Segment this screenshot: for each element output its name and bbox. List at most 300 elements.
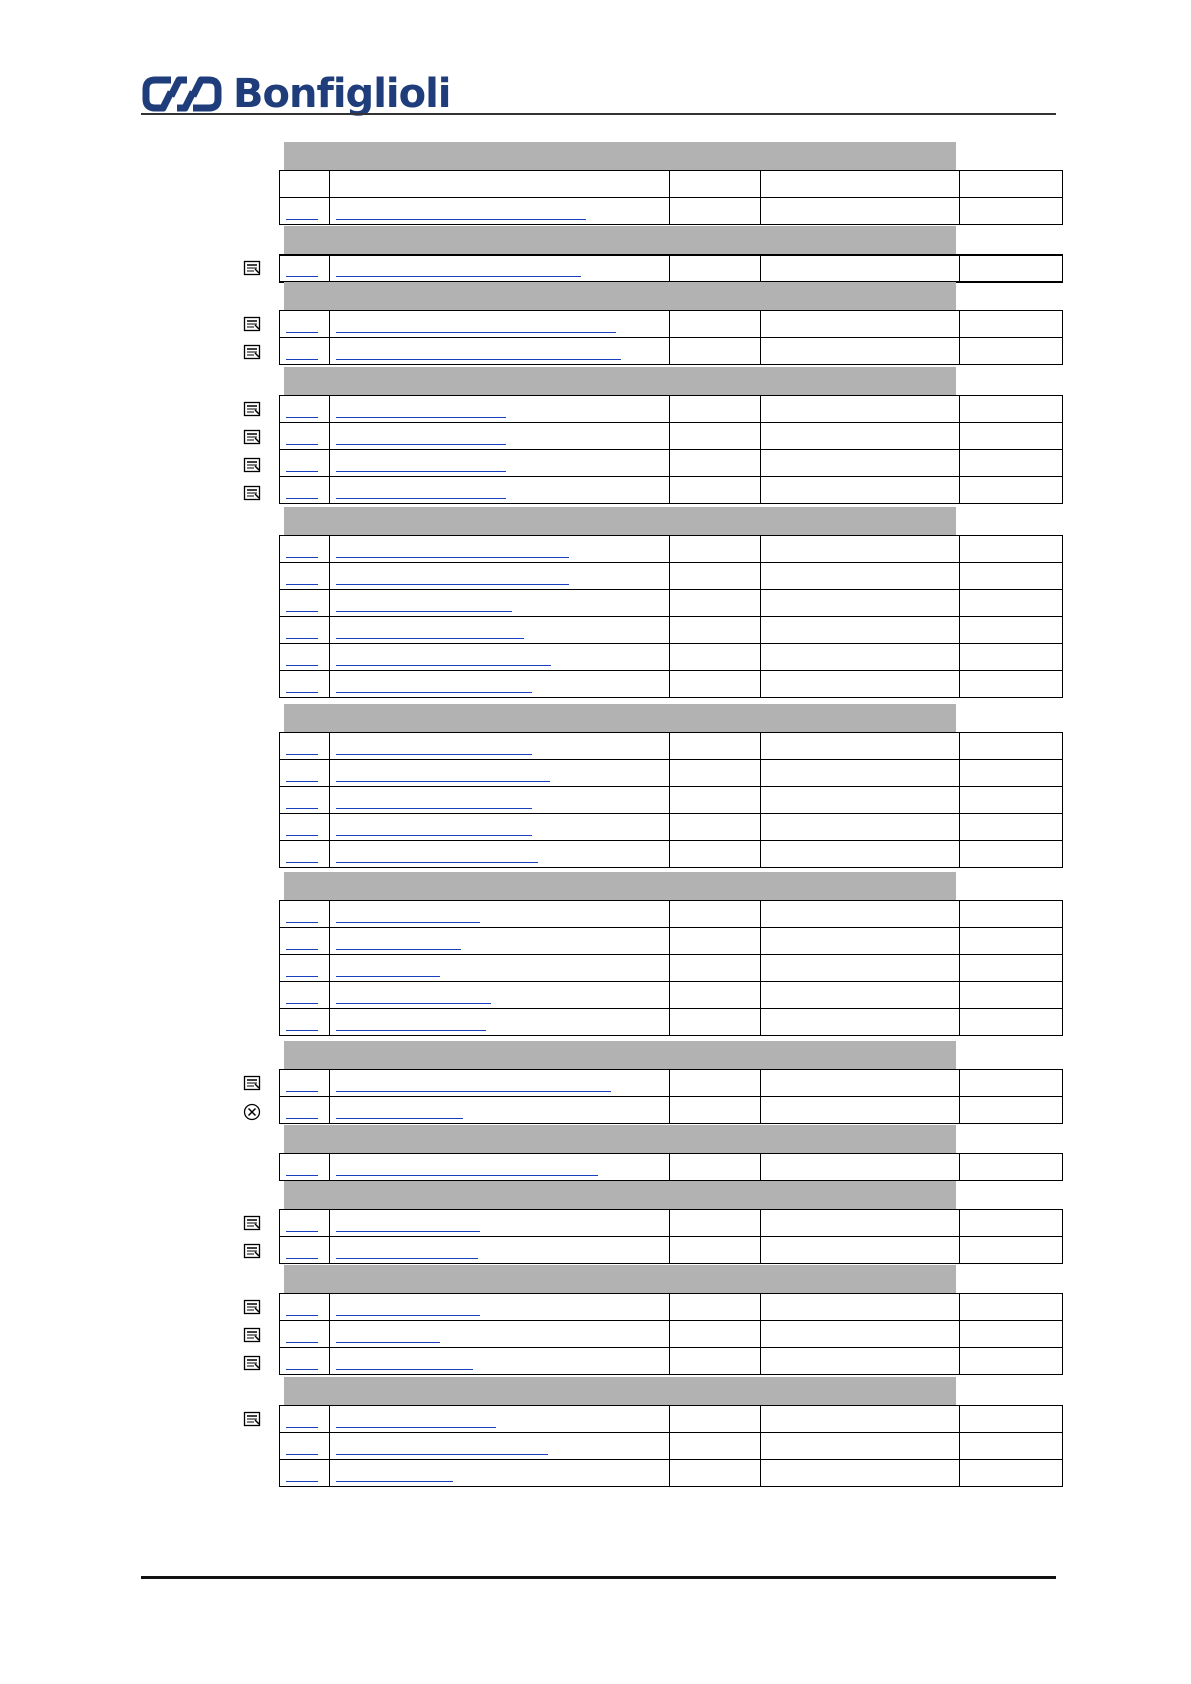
hyperlink[interactable] [336, 1175, 598, 1176]
param-unit-cell [670, 1153, 761, 1180]
param-number-cell[interactable] [280, 670, 330, 697]
param-number-cell[interactable] [280, 901, 330, 928]
hyperlink[interactable] [336, 611, 512, 612]
table-row [280, 759, 1063, 786]
param-chapter-cell [960, 1433, 1063, 1460]
param-unit-cell [670, 732, 761, 759]
param-description-cell[interactable] [330, 338, 670, 365]
param-unit-cell [670, 759, 761, 786]
param-unit-cell [670, 338, 761, 365]
hyperlink[interactable] [286, 976, 318, 977]
hyperlink[interactable] [286, 1003, 318, 1004]
param-description-cell[interactable] [330, 255, 670, 282]
table-row [280, 589, 1063, 616]
table-row [280, 1433, 1063, 1460]
group-header-bar [284, 367, 956, 395]
param-range-cell [761, 171, 960, 198]
param-number-cell[interactable] [280, 589, 330, 616]
table-row [280, 786, 1063, 813]
table-row [280, 643, 1063, 670]
param-description-cell[interactable] [330, 616, 670, 643]
param-chapter-cell [960, 1321, 1063, 1348]
hyperlink[interactable] [336, 276, 581, 277]
group-header-bar [284, 142, 956, 170]
param-number-cell[interactable] [280, 1096, 330, 1123]
param-range-cell [761, 955, 960, 982]
param-description-cell[interactable] [330, 813, 670, 840]
hyperlink[interactable] [286, 638, 318, 639]
param-number-cell[interactable] [280, 535, 330, 562]
table-row [280, 1209, 1063, 1236]
param-unit-cell [670, 589, 761, 616]
param-range-cell [761, 670, 960, 697]
param-number-cell[interactable] [280, 928, 330, 955]
param-number-cell[interactable] [280, 813, 330, 840]
edit-icon [243, 1411, 261, 1427]
param-unit-cell [670, 255, 761, 282]
hyperlink[interactable] [286, 692, 318, 693]
param-unit-cell [670, 198, 761, 225]
param-number-cell[interactable] [280, 255, 330, 282]
param-number-cell[interactable] [280, 1153, 330, 1180]
table-row [280, 1460, 1063, 1487]
param-range-cell [761, 562, 960, 589]
hyperlink[interactable] [286, 922, 318, 923]
hyperlink[interactable] [336, 1091, 611, 1092]
param-range-cell [761, 1348, 960, 1375]
param-unit-cell [670, 928, 761, 955]
param-chapter-cell [960, 422, 1063, 449]
header-rule [141, 113, 1056, 115]
param-number-cell[interactable] [280, 1348, 330, 1375]
parameter-table [279, 732, 1063, 868]
hyperlink[interactable] [286, 808, 318, 809]
param-unit-cell [670, 1294, 761, 1321]
param-description-cell[interactable] [330, 1096, 670, 1123]
edit-icon [243, 1215, 261, 1231]
hyperlink[interactable] [336, 665, 551, 666]
param-chapter-cell [960, 589, 1063, 616]
param-range-cell [761, 1406, 960, 1433]
table-row [280, 1236, 1063, 1263]
hyperlink[interactable] [336, 1315, 480, 1316]
table-row [280, 449, 1063, 476]
hyperlink[interactable] [286, 498, 318, 499]
param-number-cell[interactable] [280, 449, 330, 476]
hyperlink[interactable] [286, 754, 318, 755]
edit-icon [243, 1355, 261, 1371]
parameter-table [279, 254, 1063, 283]
param-range-cell [761, 928, 960, 955]
table-row [280, 1009, 1063, 1036]
param-unit-cell [670, 1433, 761, 1460]
param-range-cell [761, 338, 960, 365]
param-chapter-cell [960, 1236, 1063, 1263]
group-header-bar [284, 282, 956, 310]
param-range-cell [761, 759, 960, 786]
param-chapter-cell [960, 732, 1063, 759]
param-description-cell[interactable] [330, 1294, 670, 1321]
param-number-cell[interactable] [280, 732, 330, 759]
param-description-cell[interactable] [330, 476, 670, 503]
param-description-cell[interactable] [330, 535, 670, 562]
edit-icon [243, 1327, 261, 1343]
cancel-icon [243, 1103, 261, 1119]
group-header-bar [284, 872, 956, 900]
param-unit-cell [670, 982, 761, 1009]
param-unit-cell [670, 395, 761, 422]
param-unit-cell [670, 1321, 761, 1348]
param-range-cell [761, 535, 960, 562]
param-description-cell[interactable] [330, 1236, 670, 1263]
param-unit-cell [670, 562, 761, 589]
param-description-cell[interactable] [330, 395, 670, 422]
parameter-table [279, 310, 1063, 365]
param-range-cell [761, 395, 960, 422]
group-header-bar [284, 704, 956, 732]
param-description-cell[interactable] [330, 840, 670, 867]
param-unit-cell [670, 476, 761, 503]
parameter-table [279, 535, 1063, 698]
edit-icon [243, 401, 261, 417]
param-unit-cell [670, 1406, 761, 1433]
parameter-table [279, 1405, 1063, 1487]
param-number-cell[interactable] [280, 1009, 330, 1036]
param-unit-cell [670, 901, 761, 928]
hyperlink[interactable] [336, 949, 461, 950]
param-number-cell[interactable] [280, 786, 330, 813]
param-chapter-cell [960, 759, 1063, 786]
param-description-cell[interactable] [330, 422, 670, 449]
hyperlink[interactable] [336, 976, 440, 977]
hyperlink[interactable] [336, 781, 550, 782]
table-row [280, 1069, 1063, 1096]
hyperlink[interactable] [336, 1003, 491, 1004]
hyperlink[interactable] [336, 1030, 486, 1031]
parameter-table [279, 1153, 1063, 1181]
hyperlink[interactable] [336, 219, 586, 220]
hyperlink[interactable] [336, 638, 524, 639]
param-description-cell[interactable] [330, 1209, 670, 1236]
param-range-cell [761, 589, 960, 616]
table-row [280, 476, 1063, 503]
param-number-cell[interactable] [280, 562, 330, 589]
param-description-cell[interactable] [330, 1069, 670, 1096]
param-unit-cell [670, 1069, 761, 1096]
param-description-cell[interactable] [330, 589, 670, 616]
param-number-cell[interactable] [280, 311, 330, 338]
hyperlink[interactable] [336, 922, 480, 923]
param-chapter-cell [960, 198, 1063, 225]
param-chapter-cell [960, 616, 1063, 643]
param-description-cell[interactable] [330, 1009, 670, 1036]
edit-icon [243, 457, 261, 473]
param-range-cell [761, 1321, 960, 1348]
hyperlink[interactable] [336, 1481, 453, 1482]
hyperlink[interactable] [286, 1175, 318, 1176]
param-number-cell[interactable] [280, 616, 330, 643]
param-range-cell [761, 1433, 960, 1460]
param-description-cell[interactable] [330, 786, 670, 813]
brand-name: Bonfiglioli [233, 71, 451, 117]
hyperlink[interactable] [336, 557, 569, 558]
param-chapter-cell [960, 1096, 1063, 1123]
param-description-cell[interactable] [330, 732, 670, 759]
param-number-cell[interactable] [280, 1294, 330, 1321]
table-row [280, 171, 1063, 198]
hyperlink[interactable] [336, 471, 506, 472]
param-number-cell[interactable] [280, 422, 330, 449]
param-range-cell [761, 476, 960, 503]
table-row [280, 422, 1063, 449]
hyperlink[interactable] [336, 862, 538, 863]
table-row [280, 955, 1063, 982]
param-chapter-cell [960, 643, 1063, 670]
table-row [280, 562, 1063, 589]
param-unit-cell [670, 813, 761, 840]
param-number-cell[interactable] [280, 1209, 330, 1236]
param-number-cell[interactable] [280, 840, 330, 867]
param-unit-cell [670, 1348, 761, 1375]
param-range-cell [761, 643, 960, 670]
hyperlink[interactable] [336, 835, 532, 836]
table-row [280, 1096, 1063, 1123]
footer-rule [141, 1576, 1056, 1579]
hyperlink[interactable] [286, 1258, 318, 1259]
param-number-cell[interactable] [280, 395, 330, 422]
table-row [280, 395, 1063, 422]
edit-icon [243, 344, 261, 360]
hyperlink[interactable] [286, 444, 318, 445]
param-unit-cell [670, 786, 761, 813]
parameter-table [279, 1069, 1063, 1124]
bonfiglioli-emblem-icon [141, 74, 223, 114]
param-chapter-cell [960, 1406, 1063, 1433]
param-number-cell[interactable] [280, 643, 330, 670]
hyperlink[interactable] [286, 1369, 318, 1370]
param-chapter-cell [960, 1348, 1063, 1375]
hyperlink[interactable] [286, 219, 318, 220]
param-unit-cell [670, 1009, 761, 1036]
hyperlink[interactable] [286, 949, 318, 950]
hyperlink[interactable] [286, 557, 318, 558]
param-chapter-cell [960, 255, 1063, 282]
param-chapter-cell [960, 670, 1063, 697]
param-description-cell[interactable] [330, 1460, 670, 1487]
param-unit-cell [670, 670, 761, 697]
param-number-cell[interactable] [280, 198, 330, 225]
param-chapter-cell [960, 786, 1063, 813]
table-row [280, 311, 1063, 338]
table-row [280, 198, 1063, 225]
hyperlink[interactable] [336, 1258, 478, 1259]
hyperlink[interactable] [286, 471, 318, 472]
hyperlink[interactable] [336, 754, 532, 755]
param-description-cell[interactable] [330, 562, 670, 589]
brand-logo [141, 70, 451, 118]
table-row [280, 901, 1063, 928]
edit-icon [243, 1299, 261, 1315]
hyperlink[interactable] [286, 835, 318, 836]
param-chapter-cell [960, 311, 1063, 338]
param-chapter-cell [960, 1069, 1063, 1096]
param-description-cell[interactable] [330, 643, 670, 670]
param-description-cell[interactable] [330, 1153, 670, 1180]
param-number-cell[interactable] [280, 1236, 330, 1263]
param-number-cell [280, 171, 330, 198]
hyperlink[interactable] [336, 332, 616, 333]
param-description-cell[interactable] [330, 1348, 670, 1375]
hyperlink[interactable] [286, 1315, 318, 1316]
param-number-cell[interactable] [280, 1460, 330, 1487]
param-description-cell[interactable] [330, 198, 670, 225]
param-chapter-cell [960, 171, 1063, 198]
param-description-cell[interactable] [330, 982, 670, 1009]
hyperlink[interactable] [286, 781, 318, 782]
hyperlink[interactable] [336, 498, 506, 499]
parameter-table [279, 1293, 1063, 1375]
hyperlink[interactable] [336, 1118, 463, 1119]
param-number-cell[interactable] [280, 1406, 330, 1433]
param-range-cell [761, 198, 960, 225]
param-number-cell[interactable] [280, 955, 330, 982]
edit-icon [243, 260, 261, 276]
param-unit-cell [670, 616, 761, 643]
param-number-cell[interactable] [280, 338, 330, 365]
table-row [280, 732, 1063, 759]
table-row [280, 982, 1063, 1009]
hyperlink[interactable] [286, 1118, 318, 1119]
hyperlink[interactable] [336, 359, 621, 360]
hyperlink[interactable] [286, 276, 318, 277]
param-number-cell[interactable] [280, 982, 330, 1009]
hyperlink[interactable] [286, 584, 318, 585]
hyperlink[interactable] [286, 1481, 318, 1482]
param-range-cell [761, 311, 960, 338]
param-range-cell [761, 1009, 960, 1036]
hyperlink[interactable] [336, 1454, 548, 1455]
hyperlink[interactable] [336, 808, 532, 809]
param-unit-cell [670, 1460, 761, 1487]
param-chapter-cell [960, 928, 1063, 955]
hyperlink[interactable] [336, 444, 506, 445]
param-range-cell [761, 422, 960, 449]
hyperlink[interactable] [336, 1231, 480, 1232]
param-unit-cell [670, 840, 761, 867]
edit-icon [243, 1243, 261, 1259]
param-chapter-cell [960, 338, 1063, 365]
param-description-cell[interactable] [330, 955, 670, 982]
param-description-cell[interactable] [330, 311, 670, 338]
param-chapter-cell [960, 395, 1063, 422]
table-row [280, 840, 1063, 867]
param-unit-cell [670, 1096, 761, 1123]
table-row [280, 1153, 1063, 1180]
param-chapter-cell [960, 840, 1063, 867]
hyperlink[interactable] [286, 1030, 318, 1031]
hyperlink[interactable] [286, 1231, 318, 1232]
param-chapter-cell [960, 449, 1063, 476]
group-header-bar [284, 1041, 956, 1069]
param-range-cell [761, 255, 960, 282]
param-description-cell[interactable] [330, 1321, 670, 1348]
parameter-table [279, 1209, 1063, 1264]
param-unit-cell [670, 643, 761, 670]
param-description-cell[interactable] [330, 928, 670, 955]
param-unit-cell [670, 1209, 761, 1236]
param-unit-cell [670, 422, 761, 449]
param-description-cell[interactable] [330, 670, 670, 697]
param-description-cell[interactable] [330, 901, 670, 928]
param-range-cell [761, 449, 960, 476]
param-unit-cell [670, 171, 761, 198]
hyperlink[interactable] [336, 417, 506, 418]
param-chapter-cell [960, 1209, 1063, 1236]
param-number-cell[interactable] [280, 1321, 330, 1348]
param-description-cell[interactable] [330, 1433, 670, 1460]
hyperlink[interactable] [286, 417, 318, 418]
hyperlink[interactable] [286, 665, 318, 666]
parameter-table [279, 170, 1063, 225]
param-number-cell[interactable] [280, 1433, 330, 1460]
hyperlink[interactable] [286, 332, 318, 333]
hyperlink[interactable] [286, 1454, 318, 1455]
param-number-cell[interactable] [280, 1069, 330, 1096]
table-row [280, 616, 1063, 643]
group-header-bar [284, 1265, 956, 1293]
param-range-cell [761, 786, 960, 813]
param-range-cell [761, 1460, 960, 1487]
param-number-cell[interactable] [280, 759, 330, 786]
parameter-table [279, 900, 1063, 1036]
param-description-cell[interactable] [330, 1406, 670, 1433]
param-chapter-cell [960, 901, 1063, 928]
group-header-bar [284, 1377, 956, 1405]
hyperlink[interactable] [286, 1342, 318, 1343]
hyperlink[interactable] [336, 1342, 440, 1343]
hyperlink[interactable] [286, 359, 318, 360]
hyperlink[interactable] [336, 584, 569, 585]
param-unit-cell [670, 449, 761, 476]
table-row [280, 670, 1063, 697]
param-range-cell [761, 1236, 960, 1263]
param-unit-cell [670, 311, 761, 338]
edit-icon [243, 1075, 261, 1091]
hyperlink[interactable] [286, 1091, 318, 1092]
param-chapter-cell [960, 476, 1063, 503]
param-description-cell[interactable] [330, 449, 670, 476]
hyperlink[interactable] [336, 1369, 473, 1370]
table-row [280, 1348, 1063, 1375]
hyperlink[interactable] [336, 692, 532, 693]
param-range-cell [761, 813, 960, 840]
table-row [280, 1321, 1063, 1348]
hyperlink[interactable] [336, 1427, 496, 1428]
hyperlink[interactable] [286, 611, 318, 612]
table-row [280, 255, 1063, 282]
edit-icon [243, 316, 261, 332]
table-row [280, 535, 1063, 562]
table-row [280, 338, 1063, 365]
hyperlink[interactable] [286, 862, 318, 863]
param-range-cell [761, 1096, 960, 1123]
param-number-cell[interactable] [280, 476, 330, 503]
param-range-cell [761, 1209, 960, 1236]
param-chapter-cell [960, 1009, 1063, 1036]
param-description-cell[interactable] [330, 759, 670, 786]
hyperlink[interactable] [286, 1427, 318, 1428]
group-header-bar [284, 1181, 956, 1209]
